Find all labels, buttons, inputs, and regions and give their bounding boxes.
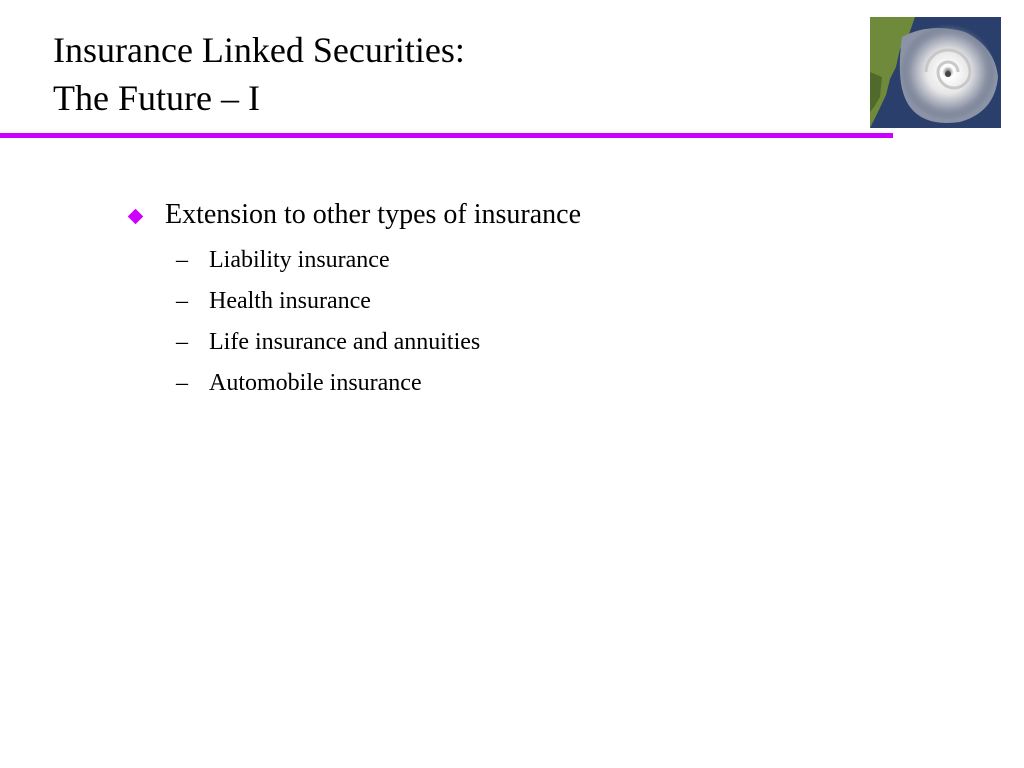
sub-bullet-text: Health insurance	[209, 288, 371, 314]
bullet-text: Extension to other types of insurance	[165, 199, 582, 230]
bullet-list	[128, 196, 581, 404]
sub-bullet-text: Liability insurance	[209, 247, 390, 273]
dash-marker: –	[176, 370, 188, 396]
title-line-2: The Future – I	[53, 78, 260, 118]
sub-bullet-text: Life insurance and annuities	[209, 329, 481, 355]
slide-title	[53, 26, 465, 122]
sub-bullet-text: Automobile insurance	[209, 370, 422, 396]
sub-bullet-life	[165, 322, 581, 363]
sub-bullet-liability	[165, 240, 581, 281]
hurricane-satellite-image	[870, 17, 1001, 128]
bullet-extension-insurance	[128, 196, 581, 404]
dash-marker: –	[176, 329, 188, 355]
dash-marker: –	[176, 288, 188, 314]
sub-bullet-list	[165, 240, 581, 404]
diamond-bullet-icon	[128, 209, 144, 225]
sub-bullet-health	[165, 281, 581, 322]
title-line-1: Insurance Linked Securities:	[53, 30, 465, 70]
sub-bullet-automobile	[165, 363, 581, 404]
dash-marker: –	[176, 247, 188, 273]
title-divider	[0, 133, 893, 138]
